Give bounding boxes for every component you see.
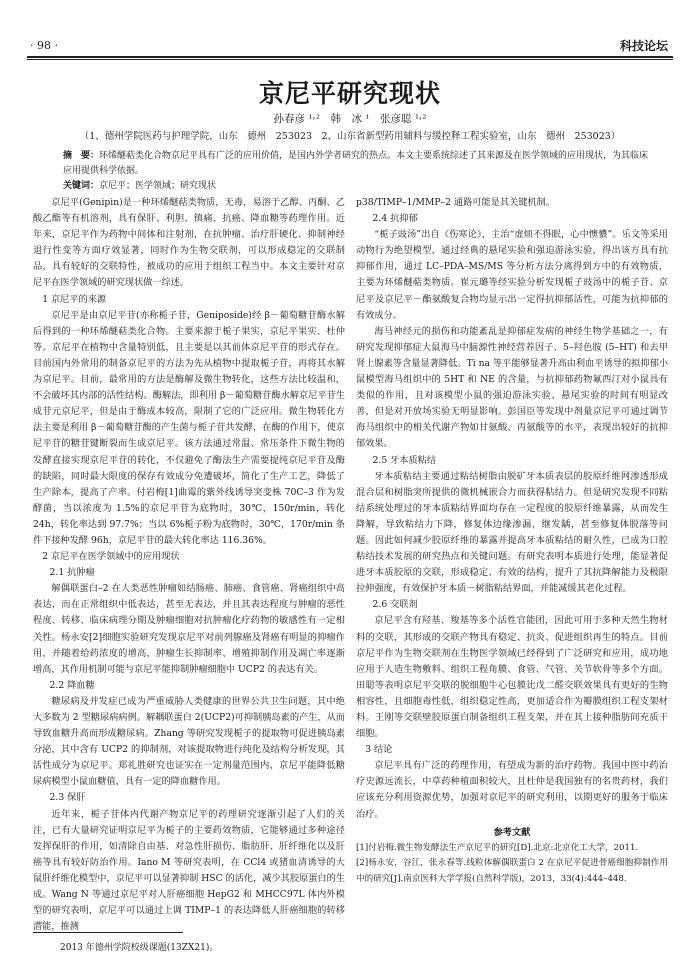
paragraph: 京尼平具有广泛的药理作用，有望成为新的治疗药物。我国中医中药治疗史源远流长，中草药种植面积较大，且杜仲是我国独有的名贵药材，我们应该充分利用资源优势，加强对京尼平的研究利用，以期更好的服务于临床治疗。 xyxy=(356,760,668,820)
left-column xyxy=(33,195,345,935)
paragraph: 糖尿病及并发症已成为严重威胁人类健康的世界公共卫生问题，其中绝大多数为 2 型糖尿病病例。解耦联蛋白 2(UCP2)可抑制胰岛素的产生，从而导致血糖升高而形成糖尿病。Zhang 等研究发现栀子的提取物可促进胰岛素分泌，其中含有 UCP2 的抑制剂，对该提取物进行纯化及结构分析发现，其活性成分为京尼平。郑礼胜研究也证实在一定剂量范围内，京尼平能降低糖尿病模型小鼠血糖值，具有一定的降血糖作用。 xyxy=(33,695,345,788)
subsection-heading: 2.1 抗肿瘤 xyxy=(49,567,95,579)
subsection-heading: 2.6 交联剂 xyxy=(372,599,418,611)
page-number: · 98 · xyxy=(30,39,58,52)
abstract xyxy=(63,149,653,179)
paragraph: 牙本质粘结主要通过粘结树脂由脱矿牙本质表层的胶原纤维网渗透形成混合层和树脂突所提供的微机械嵌合力而获得粘结力。但是研究发现不同粘结系统处理过的牙本质粘结界面均存在一定程度的胶原纤维暴露，从而发生降解，导致粘结力下降，修复体边缘渗漏，继发龋，甚至修复体脱落等问题。因此如何减少胶原纤维的暴露并提高牙本质粘结的耐久性，已成为口腔粘结技术发展的研究热点和关键问题。有研究表明本质进行处理，能显著促进牙本质胶原的交联，形成稳定、有效的结构，提升了其抗降解能力及极限拉伸强度，有效保护牙本质－树脂粘结界面，并能减缓其老化过程。 xyxy=(356,470,668,595)
journal-name: 科技论坛 xyxy=(619,39,668,53)
paragraph: 海马神经元的损伤和功能紊乱是抑郁症发病的神经生物学基础之一，有研究发现抑郁症大鼠海马中脑源性神经营养因子、5–羟色胺 (5–HT) 和去甲肾上腺素等含量显著降低。Ti na 等平能够显著升高由利血平诱导的拟抑郁小鼠模型海马组织中的 5HT 和 NE 的含量，与抗抑郁药物氟西汀对小鼠具有类似的作用，且对该模型小鼠的强迫游泳实验、悬尾实验的时间有明显改善，但是对开放场实验无明显影响。彭国臣等发现中剂量京尼平可通过调节海马组织中的相关代谢产物如甘氨酸、丙氨酸等的水平，表现出较好的抗抑郁效果。 xyxy=(356,325,668,450)
section-heading: 2 京尼平在医学领域中的应用现状 xyxy=(42,551,180,563)
subsection-heading: 2.2 降血糖 xyxy=(49,679,95,691)
subsection-heading: 2.5 牙本质粘结 xyxy=(372,454,437,466)
abstract-text: 环烯醚萜类化合物京尼平具有广泛的应用价值，是国内外学者研究的热点。本文主要系统综述了其来源及在医学领域的应用现状，为其临床应用提供科学依据。 xyxy=(63,151,649,176)
paragraph: 京尼平是由京尼平苷(亦称栀子苷，Geniposide)经 β－葡萄糖苷酶水解后得到的一种环烯醚萜类化合物。主要来源于栀子果实，京尼平果实、杜仲等。京尼平在植物中含量特别低，且主要是以其前体京尼平苷的形式存在。目前国内外常用的制备京尼平的方法为先从植物中提取栀子苷，再将其水解为京尼平。目前，最常用的方法是酶解及微生物转化，这些方法比较温和，不会破坏其内部的活性结构。酶解法，即利用 β－葡萄糖苷酶水解京尼平苷生成苷元京尼平，但是由于酶成本较高，限制了它的广泛应用。微生物转化方法主要是利用 β－葡萄糖苷酶的产生菌与栀子苷共发酵，在酶的作用下，使京尼平苷的糖苷键断裂而生成京尼平。该方法通过常温、常压条件下微生物的发酵直接实现京尼平苷的转化，不仅避免了酶法生产需要提纯京尼平苷及酶的缺陷，同时最大限度的保存有效成分免遭破坏，简化了生产工艺，降低了生产除本，提高了产率。付岩梅[1]曲霉的紫外线诱导突变株 70C–3 作为发酵菌，当以浓度为 1.5%的京尼平苷为底物时，30℃，150r/min，转化 24h，转化率达到 97.7%；当以 6%栀子粉为底物时，30℃，170r/min 条件下接种发酵 96h，京尼平苷的最大转化率达 116.36%。 xyxy=(33,309,345,546)
subsection-heading: 2.4 抗抑郁 xyxy=(372,213,418,225)
footnote: 2013 年德州学院校级课题(13ZX21)。 xyxy=(60,943,219,953)
keywords xyxy=(63,179,653,194)
paper-title: 京尼平研究现状 xyxy=(258,79,441,108)
header-rule-thick xyxy=(27,56,673,58)
footnote-rule xyxy=(33,932,183,933)
keywords-text: 京尼平；医学领域；研究现状 xyxy=(99,181,217,191)
keywords-label: 关键词： xyxy=(63,181,100,191)
reference-entry: [1]付岩梅.微生物发酵法生产京尼平的研究[D].北京:北京化工大学，2011. xyxy=(356,842,639,853)
page-header xyxy=(0,0,700,62)
paper-authors: 孙春彦 ¹˒² 韩 冰 ¹ 张彦聪 ¹˒² xyxy=(273,113,427,125)
section-heading: 3 结论 xyxy=(365,744,393,756)
subsection-heading: 2.3 保肝 xyxy=(49,792,86,804)
paragraph: 近年来，栀子苷体内代谢产物京尼平的药理研究逐渐引起了人们的关注，已有大量研究证明京尼平为栀子的主要药效物质，它能够通过多种途径发挥保肝的作用，如清除自由基、对急性肝损伤、脂肪肝、肝纤维化以及肝癌等具有较好防治作用。Iano M 等研究表明，在 CCl4 或猪血清诱导的大鼠肝纤维化模型中，京尼平可以显著抑制 HSC 的活化，减少其胶原蛋白的生成。Wang N 等通过京尼平对人肝癌细胞 HepG2 和 MHCC97L 体内外模型的研究表明，京尼平可以通过上调 TIMP–1 的表达降低人肝癌细胞的转移潜能，推测 xyxy=(33,808,345,933)
abstract-block xyxy=(63,149,653,194)
paragraph: 京尼平(Genipin)是一种环烯醚萜类物质，无毒，易溶于乙醇、丙酮、乙酸乙酯等有机溶剂，具有保肝、利胆、镇痛、抗癌、降血糖等药理作用。近年来，京尼平作为药物中间体和注射剂，在抗肿瘤、治疗肝硬化、抑制神经退行性变等方面疗效显著，同时作为生物交联剂，可以形成稳定的交联制品，具有较好的交联特性，被成功的应用于组织工程当中。本文主要针对京尼平在医学领域的研究现状做一综述。 xyxy=(33,197,345,289)
right-column xyxy=(356,195,668,887)
references-title: 参考文献 xyxy=(493,826,531,838)
paper-affiliation: （1、德州学院医药与护理学院，山东 德州 253023 2、山东省新型药用辅料与缓控释工程实验室，山东 德州 253023） xyxy=(79,131,621,142)
section-heading: 1 京尼平的来源 xyxy=(42,293,107,305)
paragraph: 解偶联蛋白–2 在人类恶性肿瘤如结肠癌、肺癌、食管癌、肾癌组织中高表达，而在正常组织中低表达，甚至无表达，并且其表达程度与肿瘤的恶性程度、转移、临床病理分期及肿瘤细胞对抗肿瘤化疗药物的敏感性有一定相关性。杨永安[2]细胞实验研究发现京尼平对前列腺癌及肾癌有明显的抑瘤作用，并随着给药浓度的增高，肿瘤生长抑制率、增殖抑制作用及凋亡率逐渐增高，其作用机制可能与京尼平能抑制肿瘤细胞中 UCP2 的表达有关。 xyxy=(33,583,345,675)
paragraph: 京尼平含有羟基、羧基等多个活性官能团，因此可用于多种天然生物材料的交联，其形成的交联产物具有稳定、抗炎、促进组织再生的特点。目前京尼平作为生物交联剂在生物医学领域已经得到了广泛研究和应用，成功地应用于人造生物敷料、组织工程角膜、食管、气管、关节软骨等多个方面。田聪等表明京尼平交联的脱细胞牛心包膜比戊二醛交联效果具有更好的生物相容性，且细胞毒性低，组织稳定性高，更加适合作为瓣膜组织工程支架材料。王刚等交联壁胶原蛋白制备组织工程支架，并在其上接种脂肪间充质干细胞。 xyxy=(356,615,668,740)
paragraph-continued: p38/TIMP–1/MMP–2 通路可能是其关键机制。 xyxy=(356,197,555,208)
reference-entry: [2]杨永安，谷江，张永春等.线粒体解偶联蛋白 2 在京尼平促进骨癌细胞抑制作用中的研究[J].南京医科大学学报(自然科学版)，2013，33(4):444–448. xyxy=(356,858,668,884)
abstract-label: 摘 要： xyxy=(63,151,100,161)
header-rule-thin xyxy=(27,59,673,60)
paragraph: “栀子豉汤”出自《伤寒论》，主治“虚烦不得眠，心中懊憹”。乐文等采用动物行为绝望模型，通过经典的悬尾实验和强迫游泳实验，得出该方具有抗抑郁作用，通过 LC–PDA–MS/MS 等分析方法分离得到方中的有效物质，主要为环烯醚萜类物质。崔元璐等经实验分析发现栀子豉汤中的栀子苷、京尼平及京尼平－酯氨酸复合物均显示出一定得抗抑郁活性，可能为抗抑郁的有效成分。 xyxy=(356,229,668,321)
